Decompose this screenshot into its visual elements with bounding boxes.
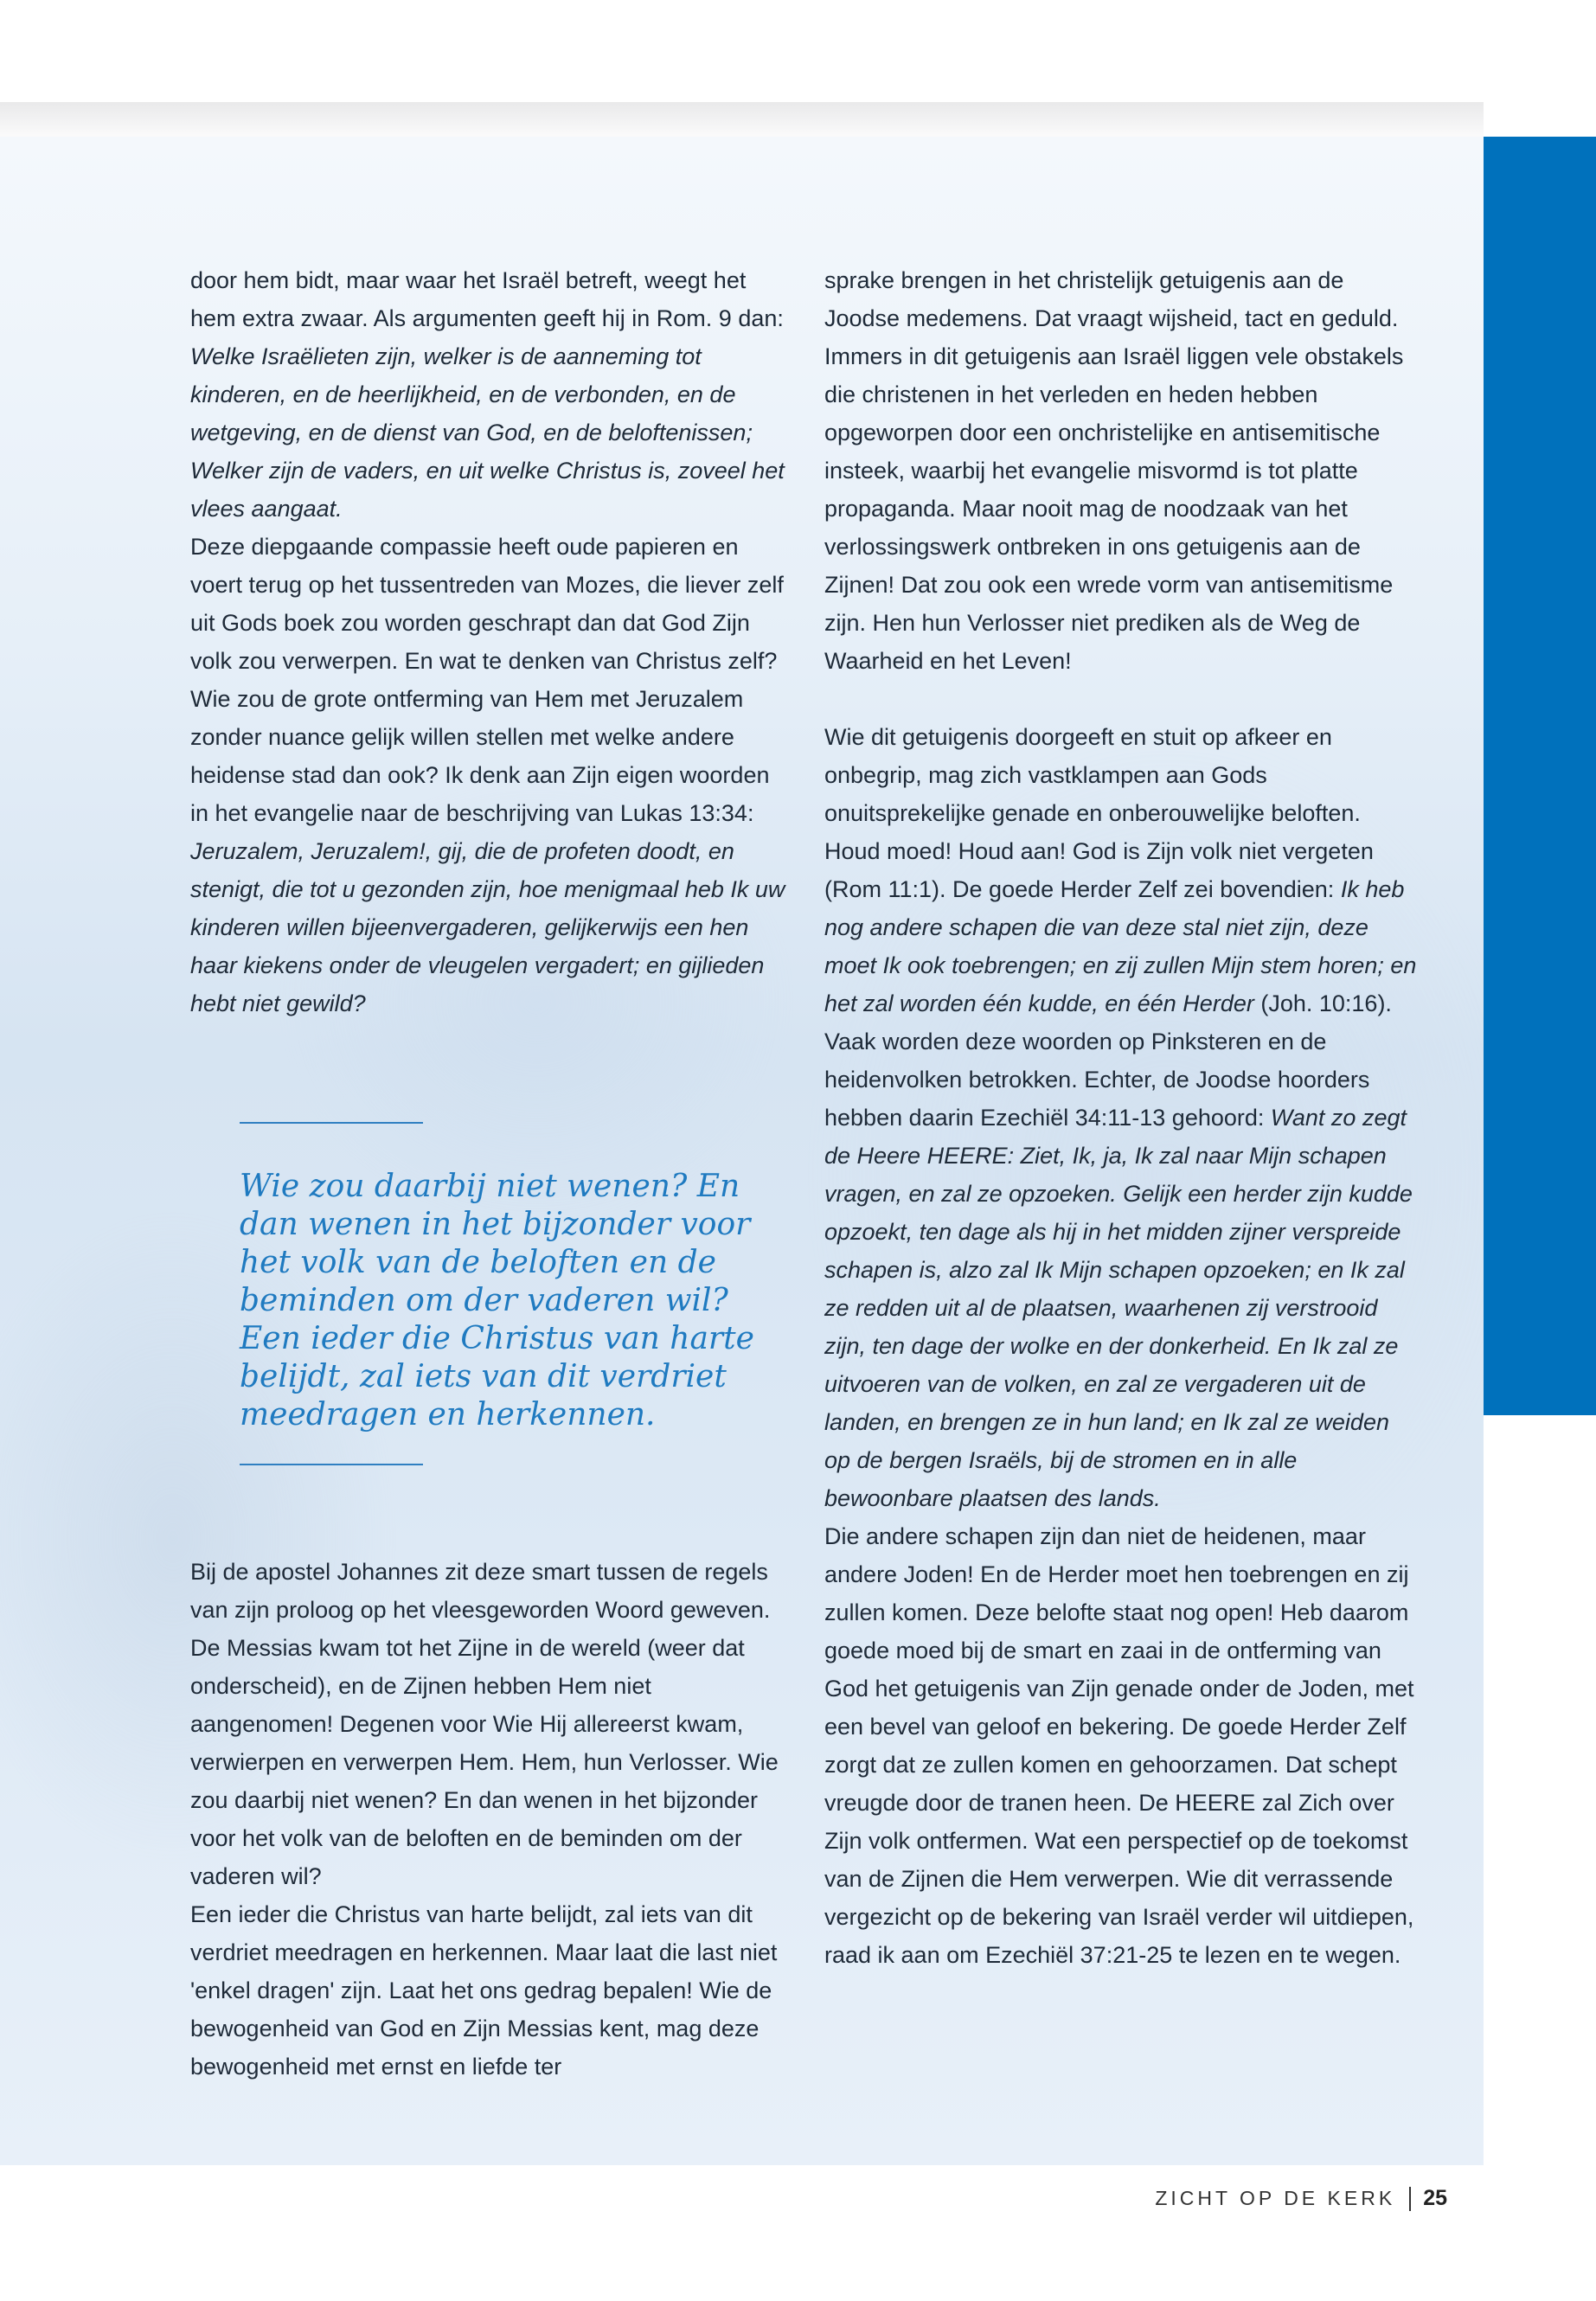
page-number: 25 bbox=[1423, 2186, 1447, 2210]
right-paragraph-1: sprake brengen in het christelijk getuigenis aan de Joodse medemens. Dat vraagt wijsheid, tact en geduld. Immers in dit getuigenis aan Israël liggen vele obstakels die christenen in het verleden en heden hebben opgeworpen door een onchristelijke en antisemitische insteek, waarbij het evangelie misvormd is tot platte propaganda. Maar nooit mag de noodzaak van het verlossingswerk ontbreken in ons getuigenis aan de Zijnen! Dat zou ook een wrede vorm van antisemitisme zijn. Hen hun Verlosser niet prediken als de Weg de Waarheid en het Leven! bbox=[824, 267, 1404, 674]
footer-divider bbox=[1409, 2187, 1411, 2211]
right-paragraph-3: Die andere schapen zijn dan niet de heidenen, maar andere Joden! En de Herder moet hen toebrengen en zij zullen komen. Deze belofte staat nog open! Heb daarom goede moed bij de smart en zaai in de ontferming van God het getuigenis van Zijn genade onder de Joden, met een bevel van geloof en bekering. De goede Herder Zelf zorgt dat ze zullen komen en gehoorzamen. Dat schept vreugde door de tranen heen. De HEERE zal Zich over Zijn volk ontfermen. Wat een perspectief op de toekomst van de Zijnen die Hem verwerpen. Wie dit verrassende vergezicht op de bekering van Israël verder wil uitdiepen, raad ik aan om Ezechiël 37:21-25 te lezen en te wegen. bbox=[824, 1523, 1414, 1968]
left-paragraph-2: Deze diepgaande compassie heeft oude papieren en voert terug op het tussentreden van Mozes, die liever zelf uit Gods boek zou worden geschrapt dan dat God Zijn volk zou verwerpen. En wat te denken van Christus zelf? Wie zou de grote ontferming van Hem met Jeruzalem zonder nuance gelijk willen stellen met welke andere heidense stad dan ook? Ik denk aan Zijn eigen woorden in het evangelie naar de beschrijving van Lukas 13:34: Jeruzalem, Jeruzalem!, gij, die de profeten doodt, en stenigt, die tot u gezonden zijn, hoe menigmaal heb Ik uw kinderen willen bijeenvergaderen, gelijkerwijs een hen haar kiekens onder de vleugelen vergadert; en gijlieden hebt niet gewild? bbox=[190, 534, 785, 1016]
quote-rule-bottom bbox=[240, 1464, 423, 1465]
left-paragraph-4: Een ieder die Christus van harte belijdt, zal iets van dit verdriet meedragen en herkennen. Maar laat die last niet 'enkel dragen' zijn. Laat het ons gedrag bepalen! Wie de bewogenheid van God en Zijn Messias kent, mag deze bewogenheid met ernst en liefde ter bbox=[190, 1901, 778, 2080]
left-paragraph-3: Bij de apostel Johannes zit deze smart tussen de regels van zijn proloog op het vleesgeworden Woord geweven. De Messias kwam tot het Zijne in de wereld (weer dat onderscheid), en de Zijnen hebben Hem niet aangenomen! Degenen voor Wie Hij allereerst kwam, verwierpen en verwerpen Hem. Hem, hun Verlosser. Wie zou daarbij niet wenen? En dan wenen in het bijzonder voor het volk van de beloften en de beminden om der vaderen wil? bbox=[190, 1559, 779, 1889]
pull-quote: Wie zou daarbij niet wenen? En dan wenen in het bijzonder voor het volk van de beloften en de beminden om der vaderen wil? Een ieder die Christus van harte belijdt, zal iets van dit verdriet meedragen en herkennen. bbox=[240, 1169, 754, 1433]
publication-name: ZICHT OP DE KERK bbox=[1155, 2187, 1396, 2209]
left-text-column bbox=[190, 261, 787, 1022]
right-text-column bbox=[824, 261, 1421, 1974]
left-text-column-lower bbox=[190, 1553, 787, 2086]
blue-accent-bar bbox=[1484, 137, 1596, 1415]
page-footer bbox=[1155, 2186, 1447, 2211]
quote-rule-top bbox=[240, 1122, 423, 1124]
right-paragraph-2: Wie dit getuigenis doorgeeft en stuit op afkeer en onbegrip, mag zich vastklampen aan Gods onuitsprekelijke genade en onberouwelijke beloften. Houd moed! Houd aan! God is Zijn volk niet vergeten (Rom 11:1). De goede Herder Zelf zei bovendien: Ik heb nog andere schapen die van deze stal niet zijn, deze moet Ik ook toebrengen; en zij zullen Mijn stem horen; en het zal worden één kudde, en één Herder (Joh. 10:16). Vaak worden deze woorden op Pinksteren en de heidenvolken betrokken. Echter, de Joodse hoorders hebben daarin Ezechiël 34:11-13 gehoord: Want zo zegt de Heere HEERE: Ziet, Ik, ja, Ik zal naar Mijn schapen vragen, en zal ze opzoeken. Gelijk een herder zijn kudde opzoekt, ten dage als hij in het midden zijner verspreide schapen is, alzo zal Ik Mijn schapen opzoeken; en Ik zal ze redden uit al de plaatsen, waarhenen zij verstrooid zijn, ten dage der wolke en der donkerheid. En Ik zal ze uitvoeren van de volken, en zal ze vergaderen uit de landen, en brengen ze in hun land; en Ik zal ze weiden op de bergen Israëls, bij de stromen en in alle bewoonbare plaatsen des lands. bbox=[824, 724, 1417, 1511]
left-paragraph-1: door hem bidt, maar waar het Israël betreft, weegt het hem extra zwaar. Als argumenten geeft hij in Rom. 9 dan: Welke Israëlieten zijn, welker is de aanneming tot kinderen, en de heerlijkheid, en de verbonden, en de wetgeving, en de dienst van God, en de beloftenissen; Welker zijn de vaders, en uit welke Christus is, zoveel het vlees aangaat. bbox=[190, 267, 785, 522]
paragraph-gap bbox=[824, 680, 1421, 718]
